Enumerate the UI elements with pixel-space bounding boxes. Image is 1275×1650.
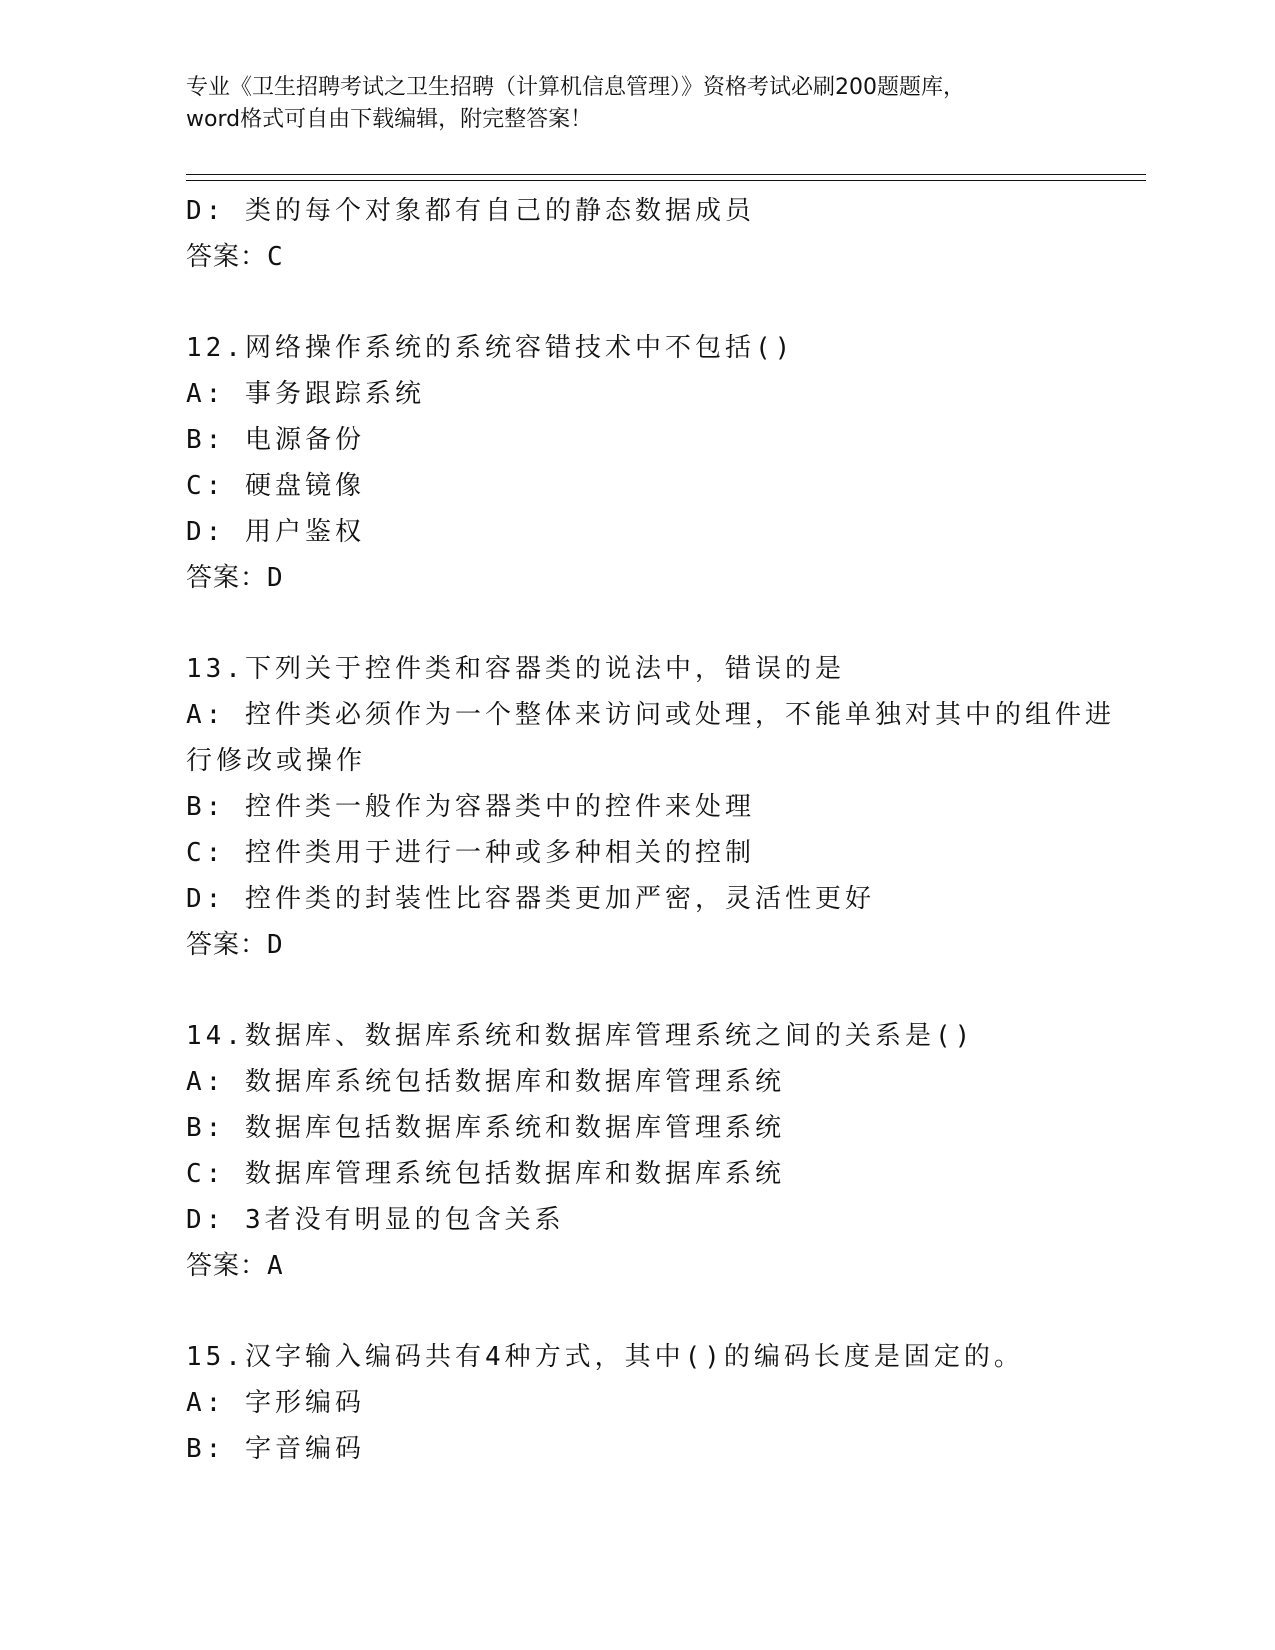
answer-line bbox=[186, 234, 1086, 280]
header-title-line1: 专业《卫生招聘考试之卫生招聘（计算机信息管理）》资格考试必刷200题题库， bbox=[186, 75, 965, 100]
header-divider-bottom bbox=[186, 180, 1146, 181]
question-list bbox=[186, 188, 1115, 1472]
answer-line bbox=[186, 1243, 1086, 1289]
option-a: A: 字形编码 bbox=[186, 1388, 365, 1418]
answer-label: 答案： bbox=[186, 1251, 268, 1281]
header-divider-top bbox=[186, 174, 1146, 175]
question-text: 12.网络操作系统的系统容错技术中不包括() bbox=[186, 333, 795, 363]
document-header bbox=[186, 72, 1076, 136]
option-a-continuation: 行修改或操作 bbox=[186, 746, 367, 776]
option-d: D: 3者没有明显的包含关系 bbox=[186, 1205, 565, 1235]
option-d: D: 用户鉴权 bbox=[186, 517, 365, 547]
answer-value: D bbox=[267, 563, 284, 593]
option-c: C: 控件类用于进行一种或多种相关的控制 bbox=[186, 838, 755, 868]
question-block-12 bbox=[186, 325, 1086, 601]
answer-value: D bbox=[267, 930, 284, 960]
question-text: 13.下列关于控件类和容器类的说法中，错误的是 bbox=[186, 654, 845, 684]
answer-label: 答案： bbox=[186, 242, 268, 272]
answer-value: C bbox=[267, 242, 284, 272]
question-block-11 bbox=[186, 188, 1086, 280]
option-b: B: 字音编码 bbox=[186, 1434, 365, 1464]
question-block-14 bbox=[186, 1013, 1086, 1289]
answer-line bbox=[186, 555, 1086, 601]
option-a: A: 事务跟踪系统 bbox=[186, 379, 425, 409]
answer-label: 答案： bbox=[186, 563, 268, 593]
option-b: B: 控件类一般作为容器类中的控件来处理 bbox=[186, 792, 755, 822]
option-a: A: 控件类必须作为一个整体来访问或处理，不能单独对其中的组件进 bbox=[186, 700, 1115, 730]
question-text: 15.汉字输入编码共有4种方式，其中()的编码长度是固定的。 bbox=[186, 1342, 1024, 1372]
option-a: A: 数据库系统包括数据库和数据库管理系统 bbox=[186, 1067, 785, 1097]
question-block-15 bbox=[186, 1334, 1086, 1472]
option-c: C: 数据库管理系统包括数据库和数据库系统 bbox=[186, 1159, 785, 1189]
answer-line bbox=[186, 922, 1086, 968]
question-text: 14.数据库、数据库系统和数据库管理系统之间的关系是() bbox=[186, 1021, 975, 1051]
answer-value: A bbox=[267, 1251, 284, 1281]
answer-label: 答案： bbox=[186, 930, 268, 960]
option-d: D: 类的每个对象都有自己的静态数据成员 bbox=[186, 196, 755, 226]
option-b: B: 数据库包括数据库系统和数据库管理系统 bbox=[186, 1113, 785, 1143]
option-c: C: 硬盘镜像 bbox=[186, 471, 365, 501]
option-b: B: 电源备份 bbox=[186, 425, 365, 455]
header-title-line2: word格式可自由下载编辑，附完整答案！ bbox=[186, 107, 593, 132]
option-d: D: 控件类的封装性比容器类更加严密，灵活性更好 bbox=[186, 884, 875, 914]
question-block-13 bbox=[186, 646, 1115, 968]
